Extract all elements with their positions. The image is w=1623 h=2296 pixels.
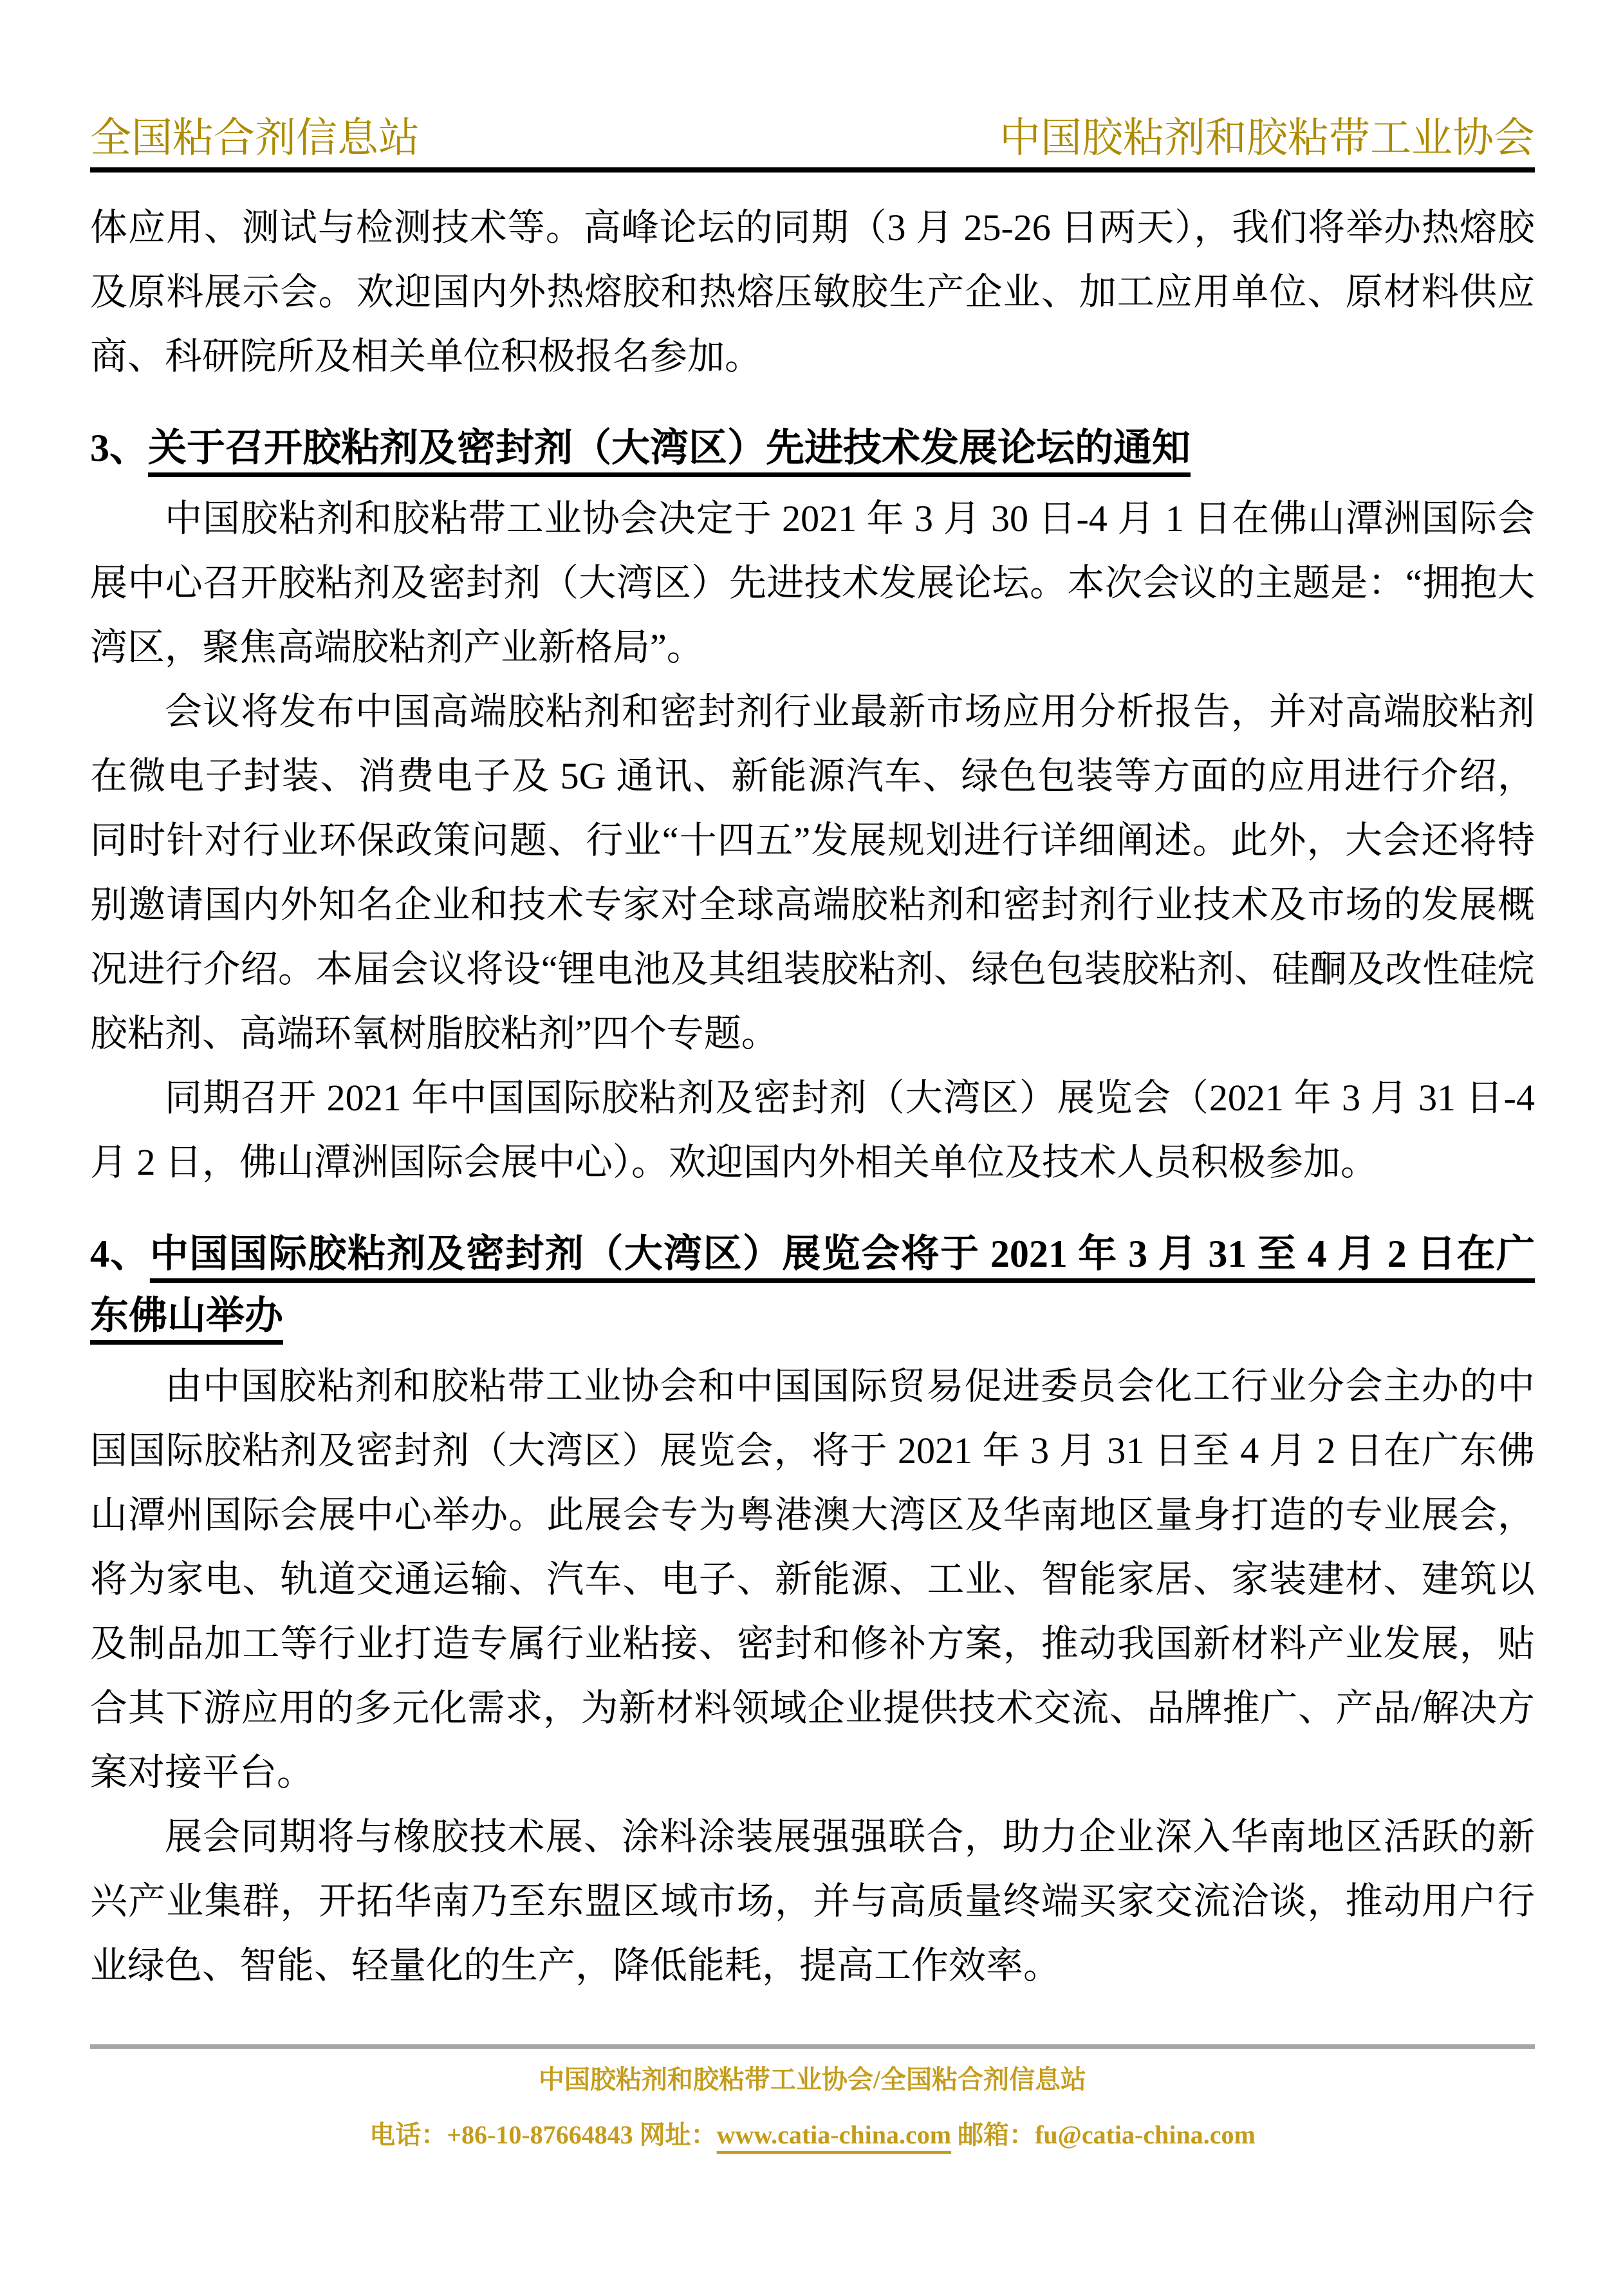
section-4-title: 中国国际胶粘剂及密封剂（大湾区）展览会将于 2021 年 3 月 31 至 4 月 2 日在广东佛山举办	[90, 1233, 1535, 1337]
page-footer	[90, 2044, 1535, 2153]
header-right-label: 中国胶粘剂和胶粘带工业协会	[999, 115, 1535, 161]
section-4-number: 4、	[90, 1233, 150, 1275]
section-3-paragraph-1: 中国胶粘剂和胶粘带工业协会决定于 2021 年 3 月 30 日-4 月 1 日在佛山潭洲国际会展中心召开胶粘剂及密封剂（大湾区）先进技术发展论坛。本次会议的主题是：“拥抱大湾区，聚焦高端胶粘剂产业新格局”。	[90, 498, 1535, 668]
phone-label: 电话：	[369, 2120, 447, 2149]
section-4-paragraph-1: 由中国胶粘剂和胶粘带工业协会和中国国际贸易促进委员会化工行业分会主办的中国国际胶粘剂及密封剂（大湾区）展览会，将于 2021 年 3 月 31 日至 4 月 2 日在广东佛山潭州国际会展中心举办。此展会专为粤港澳大湾区及华南地区量身打造的专业展会，将为家电、轨道交通运输、汽车、电子、新能源、工业、智能家居、家装建材、建筑以及制品加工等行业打造专属行业粘接、密封和修补方案，推动我国新材料产业发展，贴合其下游应用的多元化需求，为新材料领域企业提供技术交流、品牌推广、产品/解决方案对接平台。	[90, 1365, 1535, 1793]
website-link[interactable]: www.catia-china.com	[716, 2120, 952, 2149]
section-4-heading	[90, 1223, 1535, 1347]
footer-rule	[90, 2044, 1535, 2049]
section-3-title: 关于召开胶粘剂及密封剂（大湾区）先进技术发展论坛的通知	[148, 427, 1191, 469]
header-left-label: 全国粘合剂信息站	[90, 115, 420, 161]
email-address: fu@catia-china.com	[1035, 2120, 1256, 2149]
section-3-number: 3、	[90, 427, 148, 469]
document-body	[90, 196, 1535, 1998]
website-label: 网址：	[639, 2120, 717, 2149]
footer-contact-line	[90, 2117, 1535, 2153]
footer-org-line: 中国胶粘剂和胶粘带工业协会/全国粘合剂信息站	[538, 2065, 1087, 2094]
header-rule	[90, 167, 1535, 173]
page-content	[90, 116, 1535, 1998]
phone-number: +86-10-87664843	[447, 2120, 633, 2149]
section-3-heading	[90, 417, 1535, 479]
email-label: 邮箱：	[958, 2120, 1035, 2149]
section-3-paragraph-2: 会议将发布中国高端胶粘剂和密封剂行业最新市场应用分析报告，并对高端胶粘剂在微电子封装、消费电子及 5G 通讯、新能源汽车、绿色包装等方面的应用进行介绍，同时针对行业环保政策问题、行业“十四五”发展规划进行详细阐述。此外，大会还将特别邀请国内外知名企业和技术专家对全球高端胶粘剂和密封剂行业技术及市场的发展概况进行介绍。本届会议将设“锂电池及其组装胶粘剂、绿色包装胶粘剂、硅酮及改性硅烷胶粘剂、高端环氧树脂胶粘剂”四个专题。	[90, 691, 1535, 1054]
intro-paragraph: 体应用、测试与检测技术等。高峰论坛的同期（3 月 25-26 日两天），我们将举办热熔胶及原料展示会。欢迎国内外热熔胶和热熔压敏胶生产企业、加工应用单位、原材料供应商、科研院所及相关单位积极报名参加。	[90, 207, 1535, 377]
page-header	[90, 116, 1535, 161]
section-3-paragraph-3: 同期召开 2021 年中国国际胶粘剂及密封剂（大湾区）展览会（2021 年 3 月 31 日-4 月 2 日，佛山潭洲国际会展中心）。欢迎国内外相关单位及技术人员积极参加。	[90, 1077, 1535, 1183]
section-4-paragraph-2: 展会同期将与橡胶技术展、涂料涂装展强强联合，助力企业深入华南地区活跃的新兴产业集群，开拓华南乃至东盟区域市场，并与高质量终端买家交流洽谈，推动用户行业绿色、智能、轻量化的生产，降低能耗，提高工作效率。	[90, 1816, 1535, 1986]
